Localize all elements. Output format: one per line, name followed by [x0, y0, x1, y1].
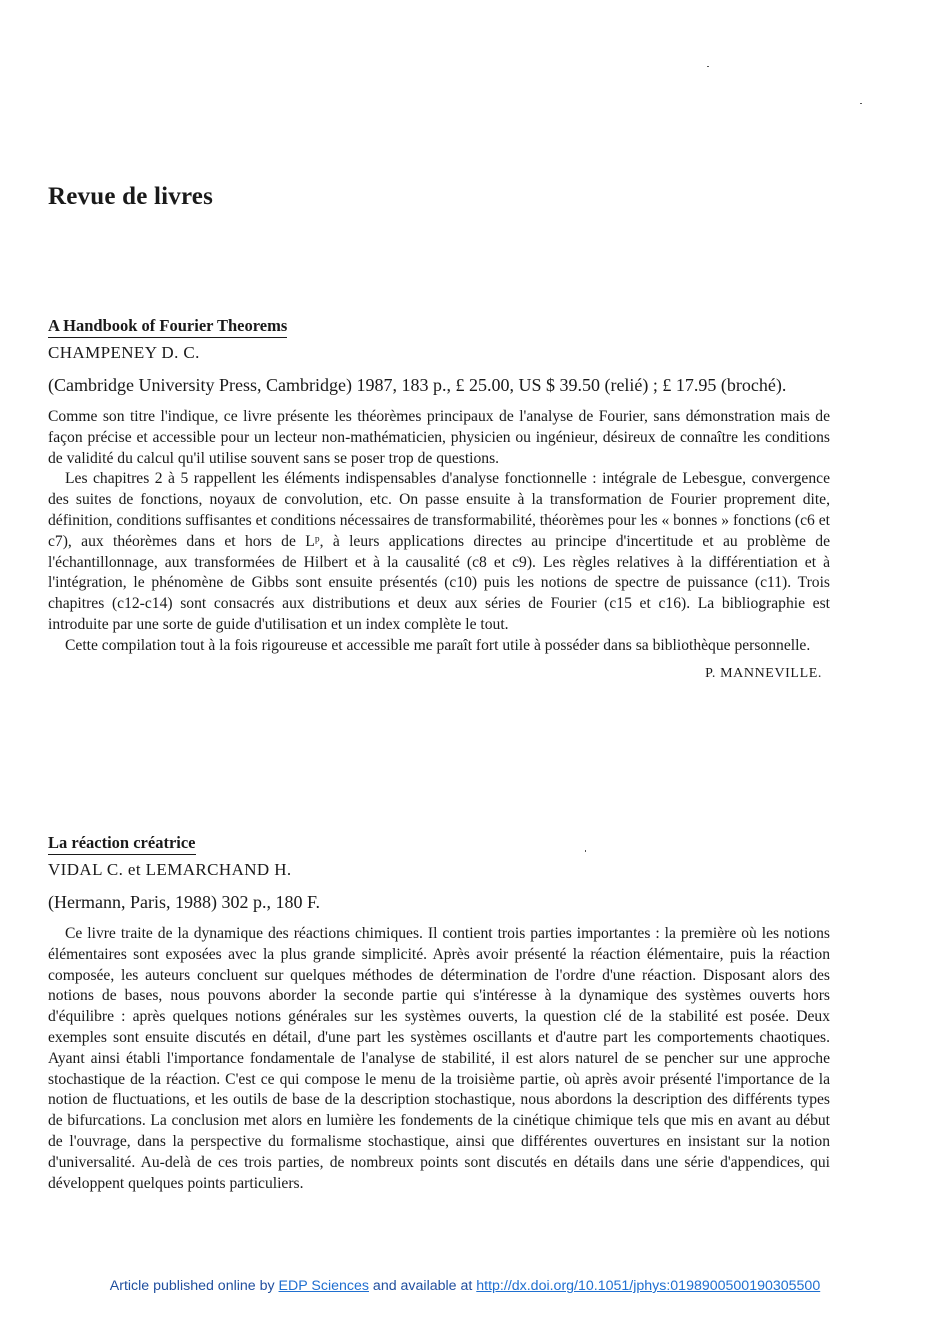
- publication-info: (Hermann, Paris, 1988) 302 p., 180 F.: [48, 892, 321, 912]
- review-paragraph: Comme son titre l'indique, ce livre présente les théorèmes principaux de l'analyse de Fourier, sans démonstration mais de façon précise et accessible pour un lecteur non-mathématicien, physicien ou ingénieur, désireux de connaître les conditions de validité du calcul qu'il utilise souvent sans se poser trop de questions.: [48, 408, 830, 467]
- book-authors: CHAMPENEY D. C.: [48, 343, 200, 362]
- review-paragraph: Les chapitres 2 à 5 rappellent les éléments indispensables d'analyse fonctionnelle : intégrale de Lebesgue, convergence des suites de fonctions, noyaux de convolution, etc. On passe ensuite à la transformation de Fourier proprement dite, définition, conditions suffisantes et conditions nécessaires de transformabilité, théorèmes pour les « bonnes » fonctions (c6 et c7), aux théorèmes dans et hors de Lᵖ, à leurs applications directes au principe d'incertitude et au problème de l'échantillonnage, aux transformées de Hilbert et à la causalité (c8 et c9). Les règles relatives à la différentiation et à l'intégration, le phénomène de Gibbs sont ensuite présentés (c10) puis les notions de spectre de puissance (c11). Trois chapitres (c12-c14) sont consacrés aux distributions et deux aux séries de Fourier (c15 et c16). La bibliographie est introduite par une sorte de guide d'utilisation et un index complète le tout.: [48, 470, 830, 633]
- doi-link[interactable]: http://dx.doi.org/10.1051/jphys:0198900500190305500: [476, 1278, 821, 1294]
- footer-middle: and available at: [368, 1278, 477, 1294]
- review-reaction: [48, 833, 830, 1194]
- book-title: La réaction créatrice: [48, 833, 196, 855]
- scan-speck: [707, 66, 709, 67]
- scan-speck: [860, 103, 862, 104]
- reviewer-signature: P. MANNEVILLE.: [705, 665, 822, 681]
- review-paragraph: Cette compilation tout à la fois rigoureuse et accessible me paraît fort utile à posséder dans sa bibliothèque personnelle.: [65, 636, 811, 654]
- section-title: Revue de livres: [48, 183, 214, 210]
- review-body: [48, 924, 830, 1194]
- review-paragraph: Ce livre traite de la dynamique des réactions chimiques. Il contient trois parties importantes : la première où les notions élémentaires sont exposées avec la plus grande simplicité. Après avoir présenté la réaction élémentaire, puis la réaction composée, les auteurs concluent sur quelques méthodes de détermination de l'ordre d'une réaction. Disposant alors des notions de bases, nous pouvons aborder la seconde partie qui s'intéresse à la dynamique des systèmes ouverts hors d'équilibre : après quelques notions générales sur les systèmes ouverts, la question clé de la stabilité est posée. Deux exemples sont ensuite discutés en détail, d'une part les systèmes oscillants et d'autre part les comportements chaotiques. Ayant ainsi établi l'importance fondamentale de l'analyse de stabilité, il est alors naturel de se pencher sur une approche stochastique de la réaction. C'est ce qui compose le menu de la troisième partie, où après avoir présenté l'importance de la notion de fluctuations, et les outils de base de la description stochastique, nous abordons la description des différents types de bifurcations. La conclusion met alors en lumière les fondements de la cinétique chimique tels que mis en avant au début de l'ouvrage, dans la perspective du formalisme stochastique, ainsi que différentes ouvertures en insistant sur la notion d'universalité. Au-delà de ces trois parties, de nombreux points sont discutés en détails dans une série d'appendices, qui développent quelques points particuliers.: [48, 925, 830, 1192]
- review-fourier: [48, 316, 830, 682]
- publisher-link[interactable]: EDP Sciences: [278, 1278, 369, 1294]
- footer-citation: [0, 1278, 930, 1294]
- review-body: [48, 407, 830, 657]
- book-title: A Handbook of Fourier Theorems: [48, 316, 287, 338]
- book-authors: VIDAL C. et LEMARCHAND H.: [48, 860, 292, 879]
- publication-info: (Cambridge University Press, Cambridge) 1987, 183 p., £ 25.00, US $ 39.50 (relié) ; £ 17.95 (broché).: [48, 375, 787, 395]
- footer-prefix: Article published online by: [109, 1278, 279, 1294]
